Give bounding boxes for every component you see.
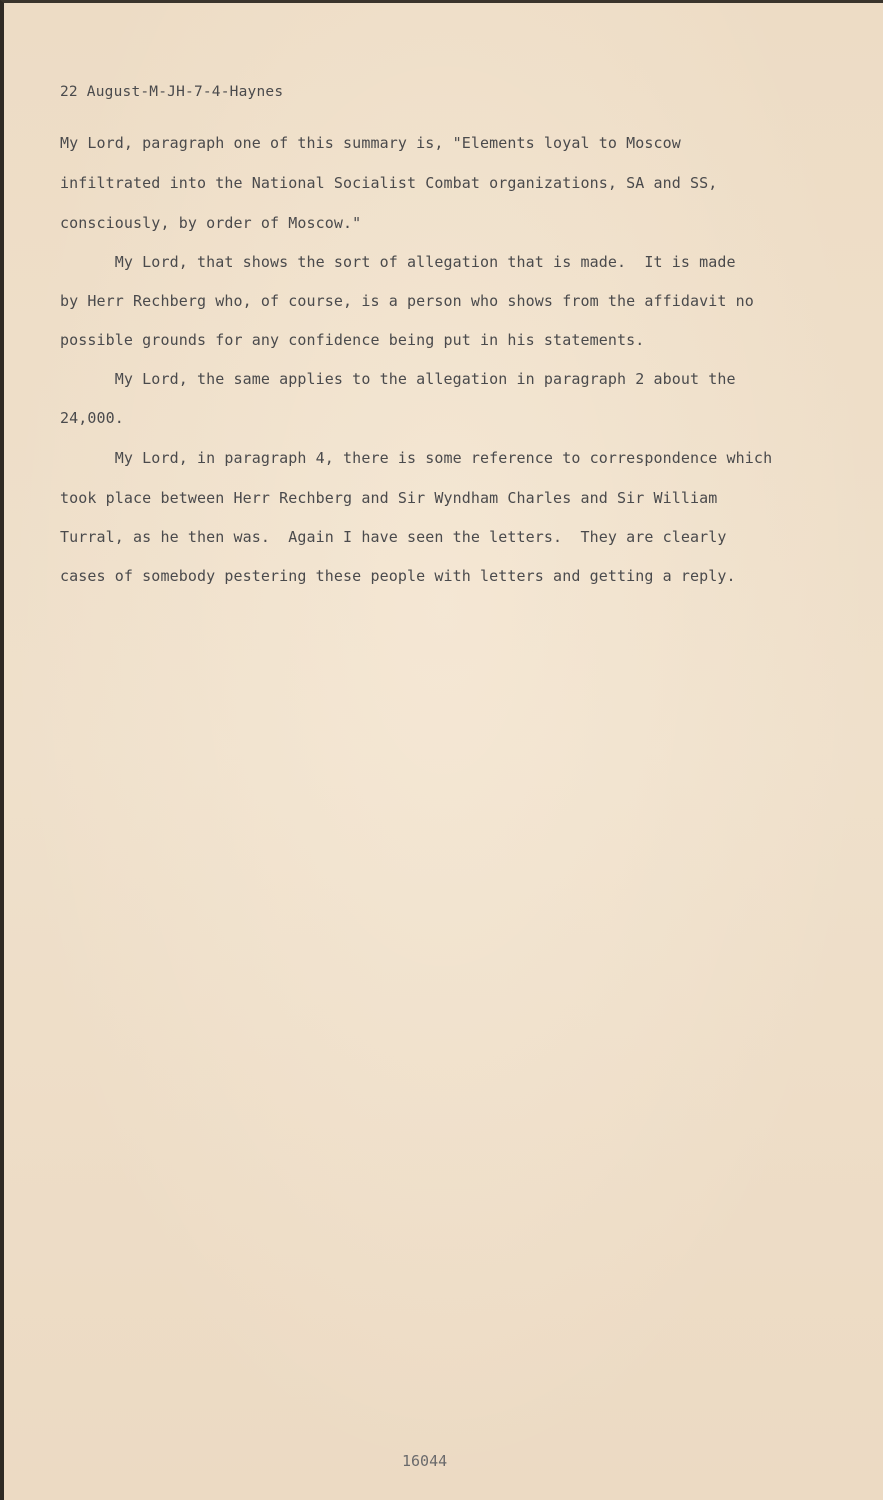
text-line: by Herr Rechberg who, of course, is a person who shows from the affidavit no [60, 292, 754, 310]
text-line: consciously, by order of Moscow." [60, 214, 362, 232]
text-line: My Lord, paragraph one of this summary is, "Elements loyal to Moscow [60, 134, 681, 152]
page-header: 22 August-M-JH-7-4-Haynes [60, 84, 284, 100]
text-line: 24,000. [60, 409, 124, 427]
text-line: Turral, as he then was. Again I have seen the letters. They are clearly [60, 528, 727, 546]
text-line: cases of somebody pestering these people with letters and getting a reply. [60, 567, 736, 585]
text-line: My Lord, in paragraph 4, there is some reference to correspondence which [60, 449, 773, 467]
text-line: took place between Herr Rechberg and Sir Wyndham Charles and Sir William [60, 489, 718, 507]
text-line: infiltrated into the National Socialist Combat organizations, SA and SS, [60, 174, 718, 192]
page-number: 16044 [402, 1452, 448, 1470]
text-line: My Lord, the same applies to the allegation in paragraph 2 about the [60, 370, 736, 388]
text-line: My Lord, that shows the sort of allegation that is made. It is made [60, 253, 736, 271]
text-line: possible grounds for any confidence being put in his statements. [60, 331, 645, 349]
